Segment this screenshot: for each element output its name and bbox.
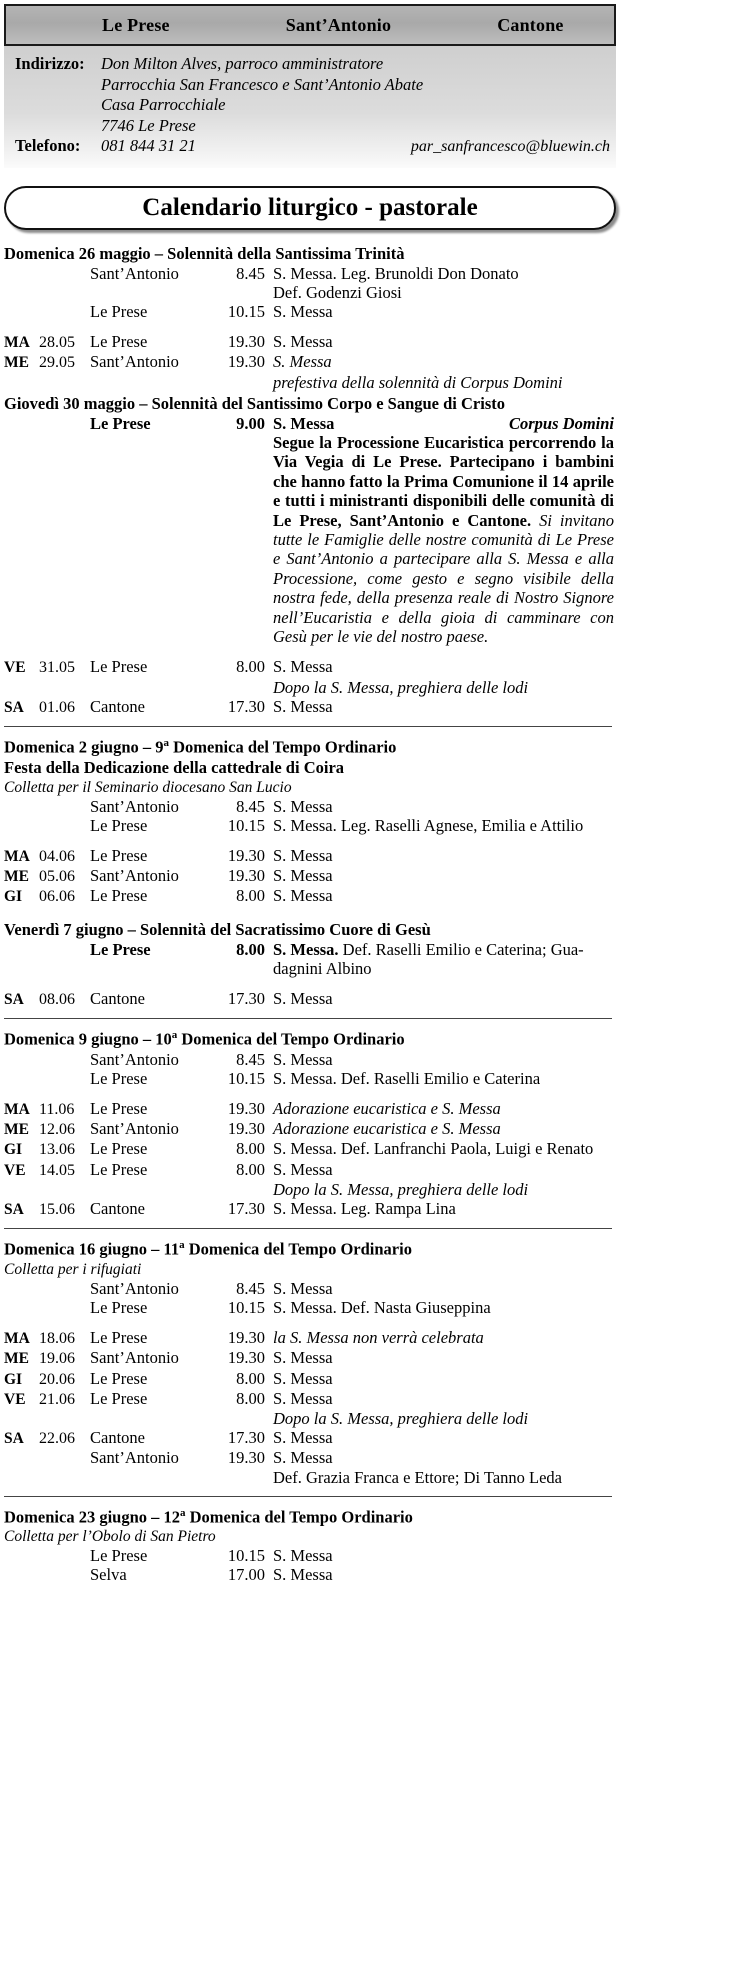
mass-row: [4, 1119, 616, 1139]
row-place: Sant’Antonio: [90, 1348, 179, 1368]
mass-row: [4, 797, 616, 816]
row-weekday: ME: [4, 354, 29, 372]
parish-names-bar: [4, 4, 616, 46]
row-place: Le Prese: [90, 657, 148, 677]
row-description: S. Messa: [273, 1546, 333, 1566]
mass-row: [4, 1279, 616, 1298]
mass-row: [4, 1160, 616, 1180]
address-line-2: Parrocchia San Francesco e Sant’Antonio Abate: [101, 74, 424, 94]
row-place: Le Prese: [90, 1068, 148, 1088]
row-place: Le Prese: [90, 845, 148, 865]
row-description: S. Messa. Leg. Raselli Agnese, Emilia e Attilio: [273, 815, 584, 835]
row-time: 10.15: [227, 815, 265, 835]
row-time: 17.00: [227, 1565, 265, 1585]
row-time: 19.30: [227, 1119, 265, 1139]
row-description: S. Messa: [273, 886, 333, 906]
row-place: Le Prese: [90, 1546, 148, 1566]
row-continuation: Dopo la S. Messa, preghiera delle lodi: [273, 1408, 529, 1428]
row-place: Cantone: [90, 1199, 145, 1219]
address-row-4: [4, 116, 616, 137]
address-line-4: 7746 Le Prese: [101, 115, 196, 135]
row-weekday: SA: [4, 1430, 24, 1448]
row-weekday: VE: [4, 1390, 26, 1408]
row-place: Sant’Antonio: [90, 263, 179, 283]
row-date: 11.06: [39, 1101, 75, 1119]
row-time: 19.30: [227, 352, 265, 372]
contact-block: [4, 46, 616, 168]
row-weekday: SA: [4, 1201, 24, 1219]
ordinal-suffix: a: [180, 1506, 186, 1519]
spacer: [4, 909, 616, 920]
row-description: Adorazione eucaristica e S. Messa: [273, 1099, 501, 1119]
row-date: 08.06: [39, 990, 75, 1008]
row-description: S. Messa: [273, 332, 333, 352]
row-description: S. Messa: [273, 866, 333, 886]
row-weekday: ME: [4, 1121, 29, 1139]
row-weekday: MA: [4, 847, 30, 865]
mass-row: [4, 1328, 616, 1348]
procession-invitation: Si invitano tutte le Famiglie delle nostre comunità di Le Prese e Sant’Antonio a partecipare alla S. Messa e alla Processione, come gesto e segno visibile della nostra fede, della presenza reale di Nostro Signore nell’Eucaristia e della gioia di camminare con Gesù per le vie del nostro paese.: [273, 510, 614, 646]
mass-row: [4, 1099, 616, 1119]
row-time: 19.30: [227, 866, 265, 886]
section-heading: Venerdì 7 giugno – Solennità del Sacratissimo Cuore di Gesù: [4, 919, 431, 939]
calendar-section: [4, 244, 616, 394]
row-description: S. Messa: [273, 988, 333, 1008]
row-time: 8.00: [236, 886, 265, 906]
row-time: 19.30: [227, 1348, 265, 1368]
row-date: 31.05: [39, 659, 75, 677]
row-place: Le Prese: [90, 1368, 148, 1388]
row-date: 12.06: [39, 1121, 75, 1139]
section-divider: [4, 1496, 612, 1497]
parish-name-le-prese: Le Prese: [102, 14, 170, 35]
section-heading: Domenica 23 giugno – 12$^a$ Domenica del Tempo Ordinario: [4, 1506, 413, 1527]
mass-row: [4, 697, 616, 717]
row-weekday: MA: [4, 334, 30, 352]
row-continuation: Dopo la S. Messa, preghiera delle lodi: [273, 677, 529, 697]
row-place: Sant’Antonio: [90, 866, 179, 886]
section-subheading: Colletta per i rifugiati: [4, 1260, 142, 1278]
row-description: S. Messa: [273, 1368, 333, 1388]
row-time: 19.30: [227, 1448, 265, 1468]
row-date: 29.05: [39, 354, 75, 372]
section-heading-secondary: Festa della Dedicazione della cattedrale di Coira: [4, 757, 345, 777]
row-weekday: GI: [4, 1141, 23, 1159]
row-description: S. Messa. Def. Raselli Emilio e Caterina; Gua-: [273, 939, 584, 959]
row-time: 17.30: [227, 1428, 265, 1448]
row-description: S. Messa: [273, 696, 333, 716]
calendar-section: [4, 909, 616, 1012]
row-description: S. Messa: [273, 796, 333, 816]
calendar-title-wrap: [4, 186, 616, 230]
row-description: S. Messa: [273, 657, 333, 677]
procession-notice: Segue la Processione Eucaristica percorrendo la Via Vegia di Le Prese. Partecipano i bambini che hanno fatto la Prima Comunione il 14 aprile e tutti i ministranti disponibili delle comunità di Le Prese, Sant’Antonio e Cantone. Si invitano tutte le Famiglie delle nostre comunità di Le Prese e Sant’Antonio a partecipare alla S. Messa e alla Processione, come gesto e segno visibile della nostra fede, della presenza reale di Nostro Signore nell’Eucaristia e della gioia di camminare con Gesù per le vie del nostro paese.: [273, 432, 614, 646]
feast-tag: Corpus Domini: [509, 413, 614, 433]
row-weekday: GI: [4, 888, 23, 906]
address-row-1: [4, 54, 616, 75]
row-time: 8.45: [236, 263, 265, 283]
row-date: 14.05: [39, 1161, 75, 1179]
row-date: 20.06: [39, 1370, 75, 1388]
row-place: Le Prese: [90, 1159, 148, 1179]
row-time: 10.15: [227, 1068, 265, 1088]
row-description: S. Messa: [273, 845, 333, 865]
ordinal-suffix: a: [171, 1029, 178, 1042]
address-row-3: [4, 95, 616, 116]
row-place: Le Prese: [90, 1139, 148, 1159]
row-weekday: SA: [4, 990, 24, 1008]
row-description: S. Messa. Leg. Rampa Lina: [273, 1199, 456, 1219]
row-weekday: ME: [4, 1350, 29, 1368]
address-row-2: [4, 75, 616, 96]
row-description: S. Messa: [273, 413, 335, 433]
mass-row: [4, 332, 616, 352]
mass-row: [4, 352, 616, 372]
row-time: 10.15: [227, 301, 265, 321]
spacer: [4, 1088, 616, 1099]
row-weekday: MA: [4, 1330, 30, 1348]
row-date: 05.06: [39, 868, 75, 886]
section-subheading: Colletta per il Seminario diocesano San Lucio: [4, 778, 292, 796]
row-weekday: VE: [4, 659, 26, 677]
calendar-section: [4, 1228, 616, 1489]
row-date: 04.06: [39, 847, 75, 865]
mass-row: [4, 1298, 616, 1317]
row-place: Sant’Antonio: [90, 796, 179, 816]
mass-row: [4, 1389, 616, 1409]
section-divider: [4, 1228, 612, 1229]
mass-row: [4, 846, 616, 866]
row-continuation: Def. Grazia Franca e Ettore; Di Tanno Leda: [273, 1467, 562, 1487]
row-date: 18.06: [39, 1330, 75, 1348]
section-heading: Domenica 9 giugno – 10$^a$ Domenica del Tempo Ordinario: [4, 1029, 405, 1049]
section-heading: Domenica 26 maggio – Solennità della Santissima Trinità: [4, 243, 405, 263]
row-time: 8.00: [236, 1368, 265, 1388]
mass-row: [4, 1069, 616, 1088]
calendar-section: [4, 726, 616, 909]
mass-row: [4, 989, 616, 1009]
row-place: Le Prese: [90, 939, 151, 959]
section-divider: [4, 726, 612, 727]
mass-row: [4, 886, 616, 906]
mass-row: [4, 1050, 616, 1069]
mass-row: [4, 1546, 616, 1565]
calendar-title-pill: [4, 186, 616, 230]
mass-row: [4, 1348, 616, 1368]
row-description: S. Messa: [273, 1348, 333, 1368]
section-heading: Giovedì 30 maggio – Solennità del Santissimo Corpo e Sangue di Cristo: [4, 393, 506, 413]
calendar-body: [4, 244, 616, 1587]
row-weekday: ME: [4, 868, 29, 886]
row-place: Le Prese: [90, 1328, 148, 1348]
parish-header: [4, 4, 616, 168]
row-time: 8.00: [236, 1139, 265, 1159]
row-place: Le Prese: [90, 1099, 148, 1119]
mass-row: [4, 302, 616, 321]
row-place: Sant’Antonio: [90, 1049, 179, 1069]
row-continuation: Def. Godenzi Giosi: [273, 282, 402, 302]
row-description-emphasis: S. Messa.: [273, 939, 339, 959]
section-divider: [4, 1018, 612, 1019]
row-description: S. Messa. Def. Raselli Emilio e Caterina: [273, 1068, 541, 1088]
row-time: 8.45: [236, 1049, 265, 1069]
mass-row: [4, 1199, 616, 1219]
calendar-section: [4, 394, 616, 719]
mass-row: [4, 1448, 616, 1467]
row-time: 8.00: [236, 939, 265, 959]
row-date: 01.06: [39, 698, 75, 716]
row-time: 17.30: [227, 696, 265, 716]
row-description: S. Messa: [273, 1049, 333, 1069]
row-date: 22.06: [39, 1430, 75, 1448]
row-place: Selva: [90, 1565, 127, 1585]
row-time: 19.30: [227, 332, 265, 352]
mass-row: [4, 940, 616, 959]
row-weekday: VE: [4, 1161, 26, 1179]
page-root: [0, 4, 756, 1961]
row-description: S. Messa. Leg. Brunoldi Don Donato: [273, 263, 519, 283]
spacer: [4, 978, 616, 989]
row-place: Le Prese: [90, 301, 148, 321]
address-line-1: Don Milton Alves, parroco amministratore: [101, 54, 384, 73]
row-time: 8.00: [236, 657, 265, 677]
row-place: Le Prese: [90, 332, 148, 352]
mass-row: [4, 657, 616, 677]
mass-row: [4, 816, 616, 835]
row-description: la S. Messa non verrà celebrata: [273, 1328, 484, 1348]
row-time: 19.30: [227, 1328, 265, 1348]
calendar-section: [4, 1496, 616, 1587]
mass-row: [4, 1428, 616, 1448]
row-place: Sant’Antonio: [90, 1278, 179, 1298]
parish-name-cantone: Cantone: [497, 14, 564, 35]
row-description: S. Messa: [273, 1278, 333, 1298]
row-place: Cantone: [90, 988, 145, 1008]
section-heading: Domenica 16 giugno – 11$^a$ Domenica del Tempo Ordinario: [4, 1239, 412, 1259]
row-date: 15.06: [39, 1201, 75, 1219]
mass-row: [4, 1565, 616, 1584]
email-address[interactable]: par_sanfrancesco@bluewin.ch: [410, 138, 610, 155]
row-place: Sant’Antonio: [90, 352, 179, 372]
mass-row: [4, 414, 616, 433]
phone-label: Telefono:: [15, 136, 81, 155]
mass-row: [4, 1369, 616, 1389]
row-place: Le Prese: [90, 1297, 148, 1317]
row-weekday: MA: [4, 1101, 30, 1119]
row-time: 17.30: [227, 1199, 265, 1219]
row-description: S. Messa: [273, 352, 332, 372]
spacer: [4, 1317, 616, 1328]
row-place: Sant’Antonio: [90, 1119, 179, 1139]
row-description: S. Messa. Def. Nasta Giuseppina: [273, 1297, 491, 1317]
spacer: [4, 646, 616, 657]
row-weekday: GI: [4, 1370, 23, 1388]
row-date: 19.06: [39, 1350, 75, 1368]
row-place: Cantone: [90, 696, 145, 716]
row-time: 17.30: [227, 988, 265, 1008]
row-time: 19.30: [227, 1099, 265, 1119]
row-weekday: SA: [4, 698, 24, 716]
row-time: 19.30: [227, 845, 265, 865]
spacer: [4, 835, 616, 846]
row-place: Le Prese: [90, 1388, 148, 1408]
row-date: 06.06: [39, 888, 75, 906]
mass-row: [4, 264, 616, 283]
row-place: Le Prese: [90, 413, 151, 433]
ordinal-suffix: a: [179, 1239, 185, 1252]
row-continuation: dagnini Albino: [273, 958, 372, 978]
row-description: S. Messa: [273, 1159, 333, 1179]
row-place: Cantone: [90, 1428, 145, 1448]
row-continuation: prefestiva della solennità di Corpus Domini: [273, 372, 563, 392]
phone-number: 081 844 31 21: [101, 136, 196, 155]
row-description: S. Messa: [273, 301, 333, 321]
row-description: S. Messa: [273, 1565, 333, 1585]
spacer: [4, 321, 616, 332]
row-continuation: Dopo la S. Messa, preghiera delle lodi: [273, 1179, 529, 1199]
mass-row: [4, 866, 616, 886]
calendar-section: [4, 1018, 616, 1221]
section-heading: Domenica 2 giugno – 9$^a$ Domenica del Tempo Ordinario: [4, 737, 397, 757]
row-place: Le Prese: [90, 815, 148, 835]
row-description: Adorazione eucaristica e S. Messa: [273, 1119, 501, 1139]
row-place: Le Prese: [90, 886, 148, 906]
row-description: S. Messa: [273, 1388, 333, 1408]
row-time: 10.15: [227, 1546, 265, 1566]
row-date: 21.06: [39, 1390, 75, 1408]
row-time: 8.45: [236, 796, 265, 816]
row-description: S. Messa: [273, 1448, 333, 1468]
row-date: 13.06: [39, 1141, 75, 1159]
page-title: Calendario liturgico - pastorale: [142, 193, 478, 221]
address-label: Indirizzo:: [15, 54, 85, 73]
row-description: S. Messa. Def. Lanfranchi Paola, Luigi e Renato: [273, 1139, 594, 1159]
address-line-3: Casa Parrocchiale: [101, 95, 226, 114]
parish-name-santantonio: Sant’Antonio: [285, 14, 392, 35]
ordinal-suffix: a: [163, 737, 170, 749]
mass-row: [4, 1139, 616, 1159]
row-time: 10.15: [227, 1297, 265, 1317]
row-time: 8.45: [236, 1278, 265, 1298]
row-date: 28.05: [39, 334, 75, 352]
section-subheading: Colletta per l’Obolo di San Pietro: [4, 1528, 216, 1546]
row-time: 8.00: [236, 1388, 265, 1408]
row-place: Sant’Antonio: [90, 1448, 179, 1468]
phone-row: [4, 136, 616, 158]
row-time: 8.00: [236, 1159, 265, 1179]
row-description: S. Messa: [273, 1428, 333, 1448]
row-time: 9.00: [236, 413, 265, 433]
